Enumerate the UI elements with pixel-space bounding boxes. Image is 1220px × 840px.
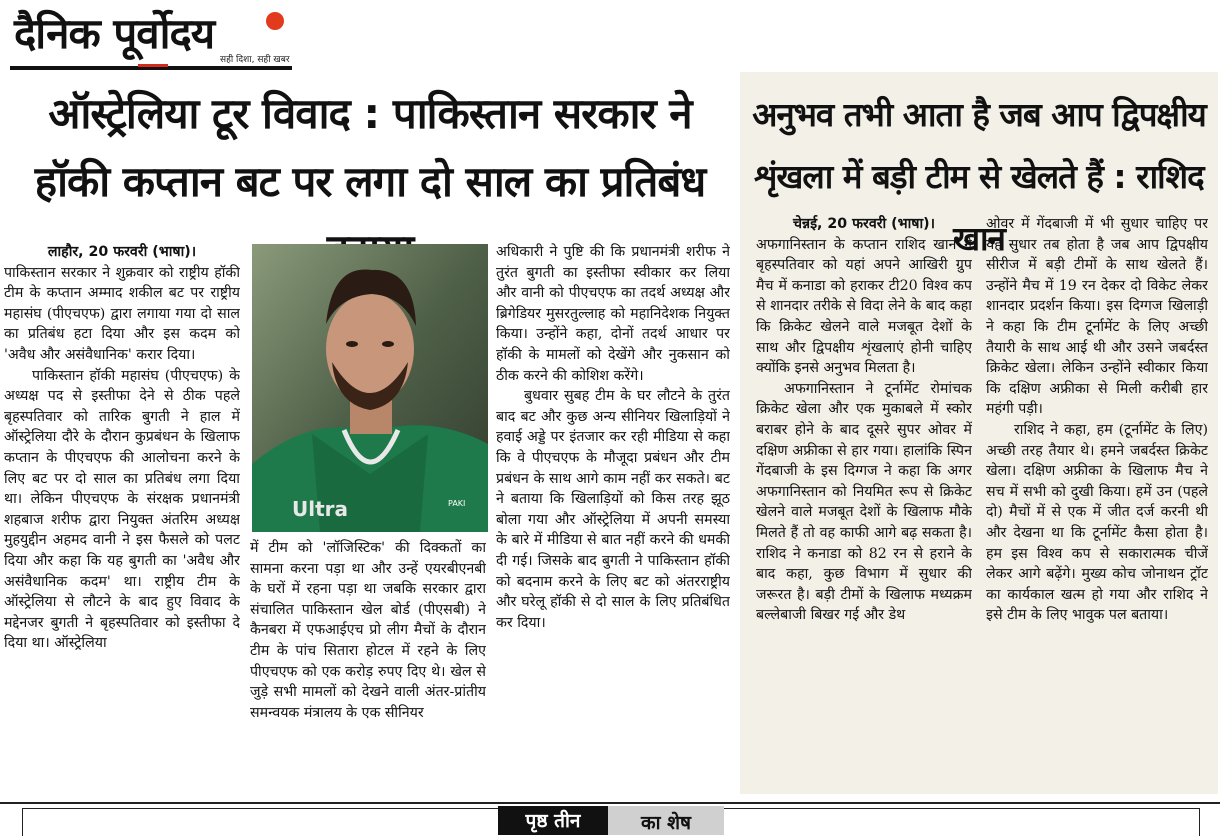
article1-dateline: लाहौर, 20 फरवरी (भाषा)। [47, 244, 197, 260]
article2-paragraph: अफगानिस्तान के कप्तान राशिद खान ने बृहस्पतिवार को यहां अपने आखिरी ग्रुप मैच में कनाडा को हराकर टी20 विश्व कप से शानदार तरीके से विदा लेने के बाद कहा कि क्रिकेट खेलने वाले मजबूत देशों के साथ और द्विपक्षीय शृंखलाएं होनी चाहिए क्योंकि इनसे अनुभव मिलता है। [756, 236, 972, 377]
article2-paragraph: ओवर में गेंदबाजी में भी सुधार चाहिए पर यह सुधार तब होता है जब आप द्विपक्षीय सीरीज में बड़ी टीमों के साथ खेलते हैं। उन्होंने मैच में 19 रन देकर दो विकेट लेकर शानदार प्रदर्शन किया। इस दिग्गज खिलाड़ी ने कहा कि टीम टूर्नामेंट के लिए अच्छी तैयारी के साथ आई थी और उसने जबर्दस्त क्रिकेट खेला। लेकिन उन्होंने स्वीकार किया कि दक्षिण अफ्रीका से मिली करीबी हार महंगी पड़ी। [986, 216, 1208, 418]
svg-text:Ultra: Ultra [292, 497, 349, 521]
article1-headline-line1: ऑस्ट्रेलिया टूर विवाद : पाकिस्तान सरकार ने [48, 89, 692, 138]
masthead-accent [138, 64, 168, 67]
logo-dot-icon [266, 12, 284, 30]
article1-column-1 [4, 242, 240, 792]
article2-headline-line1: अनुभव तभी आता है जब आप द्विपक्षीय [752, 95, 1206, 134]
article1-column-2 [250, 538, 486, 792]
masthead [8, 2, 298, 70]
article1-paragraph: बुधवार सुबह टीम के घर लौटने के तुरंत बाद बट और कुछ अन्य सीनियर खिलाड़ियों ने हवाई अड्डे पर इंतजार कर रही मीडिया से कहा कि वे पीएचएफ के मौजूदा प्रबंधन और टीम प्रबंधन के साथ आगे काम नहीं कर सकते। बट ने बताया कि खिलाड़ियों को किस तरह झूठ बोला गया और ऑस्ट्रेलिया में अपनी समस्या के बारे में मीडिया से बात नहीं करने की धमकी दी गई। जिसके बाद बुगती ने पाकिस्तान हॉकी को बदनाम करने के लिए बट को अंतरराष्ट्रीय और घरेलू हॉकी से दो साल के लिए प्रतिबंधित कर दिया। [496, 388, 730, 631]
article1-paragraph: में टीम को 'लॉजिस्टिक' की दिक्कतों का सामना करना पड़ा था और उन्हें एयरबीएनबी के घरों में रहना पड़ा था जबकि सरकार द्वारा संचालित पाकिस्तान खेल बोर्ड (पीएसबी) ने कैनबरा में एफआईएच प्रो लीग मैचों के दौरान टीम के पांच सितारा होटल में रहने के लिए पीएचएफ को एक करोड़ रुपए दिए थे। खेल से जुड़े सभी मामलों को देखने वाली अंतर-प्रांतीय समन्वयक मंत्रालय के एक सीनियर [250, 540, 486, 721]
player-photo-illustration [252, 244, 488, 532]
svg-text:PAKI: PAKI [448, 499, 466, 508]
article2-column-1 [756, 214, 972, 790]
article1-paragraph: अधिकारी ने पुष्टि की कि प्रधानमंत्री शरीफ ने तुरंत बुगती का इस्तीफा स्वीकार कर लिया और वानी को पीएचएफ का तदर्थ अध्यक्ष और ब्रिगेडियर मुसरतुल्लाह को महानिदेशक नियुक्त किया। उन्होंने कहा, दोनों तदर्थ आधार पर हॉकी के मामलों को देखेंगे और नुकसान को ठीक करने की कोशिश करेंगे। [496, 244, 730, 384]
article1-paragraph: पाकिस्तान सरकार ने शुक्रवार को राष्ट्रीय हॉकी टीम के कप्तान अम्माद शकील बट पर राष्ट्रीय महासंघ (पीएचएफ) द्वारा लगाया गया दो साल का प्रतिबंध हटा दिया और इस कदम को 'अवैध और असंवैधानिक' करार दिया। [4, 264, 240, 363]
newspaper-name: दैनिक पूर्वोदय [14, 9, 215, 58]
article1-paragraph: पाकिस्तान हॉकी महासंघ (पीएचएफ) के अध्यक्ष पद से इस्तीफा देने से ठीक पहले बृहस्पतिवार को तारिक बुगती ने हाल में ऑस्ट्रेलिया दौरे के दौरान कुप्रबंधन के खिलाफ कप्तान के पीएचएफ की आलोचना करने के लिए बट पर दो साल का प्रतिबंध लगा दिया था। लेकिन पीएचएफ के संरक्षक प्रधानमंत्री शहबाज शरीफ द्वारा नियुक्त अंतरिम अध्यक्ष मुहयुद्दीन अहमद वानी ने इस फैसले को पलट दिया और कहा कि यह बुगती का 'अवैध और असंवैधानिक कदम' था। राष्ट्रीय टीम के ऑस्ट्रेलिया से लौटने के बाद हुए विवाद के मद्देनजर बुगती ने बृहस्पतिवार को इस्तीफा दे दिया था। ऑस्ट्रेलिया [4, 367, 240, 652]
continued-remainder-label: का शेष [608, 806, 724, 835]
player-photo [252, 244, 488, 532]
continued-page-label: पृष्ठ तीन [498, 806, 608, 835]
article2-column-2 [986, 214, 1208, 790]
footer-rule [0, 802, 1220, 804]
newspaper-tagline: सही दिशा, सही खबर [220, 55, 290, 65]
article1-column-3 [496, 242, 730, 792]
article2-headline-line2: शृंखला में बड़ी टीम से खेलते हैं : राशिद खान [754, 157, 1204, 258]
article2-paragraph: राशिद ने कहा, हम (टूर्नामेंट के लिए) अच्छी तरह तैयार थे। हमने जबर्दस्त क्रिकेट खेला। दक्षिण अफ्रीका के खिलाफ मैच ने सच में सभी को दुखी किया। हमें उन (पहले दो) मैचों में से एक में जीत दर्ज करनी थी और देखना था कि टूर्नामेंट कैसा होता है। हम इस विश्व कप से सकारात्मक चीजें लेकर आगे बढ़ेंगे। मुख्य कोच जोनाथन ट्रॉट का कार्यकाल खत्म हो गया और राशिद ने इसे टीम के लिए भावुक पल बताया। [986, 421, 1208, 624]
article2-paragraph: अफगानिस्तान ने टूर्नामेंट रोमांचक क्रिकेट खेला और एक मुकाबले में स्कोर बराबर होने के बाद दूसरे सुपर ओवर में दक्षिण अफ्रीका से हार गया। हालांकि स्पिन गेंदबाजी के इस दिग्गज ने कहा कि अगर अफगानिस्तान को नियमित रूप से क्रिकेट खेलने वाले मजबूत देशों के खिलाफ मौके मिलते हैं तो वह काफी आगे बढ़ सकता है। राशिद ने कनाडा को 82 रन से हराने के बाद कहा, कुछ विभाग में सुधार की जरूरत है। बड़ी टीमों के खिलाफ मध्यक्रम बल्लेबाजी बिखर गई और डेथ [756, 380, 972, 624]
article2-dateline: चेन्नई, 20 फरवरी (भाषा)। [793, 216, 935, 232]
continuation-banner [0, 800, 1220, 835]
article1-headline-line2: हॉकी कप्तान बट पर लगा दो साल का प्रतिबंध [34, 157, 706, 206]
